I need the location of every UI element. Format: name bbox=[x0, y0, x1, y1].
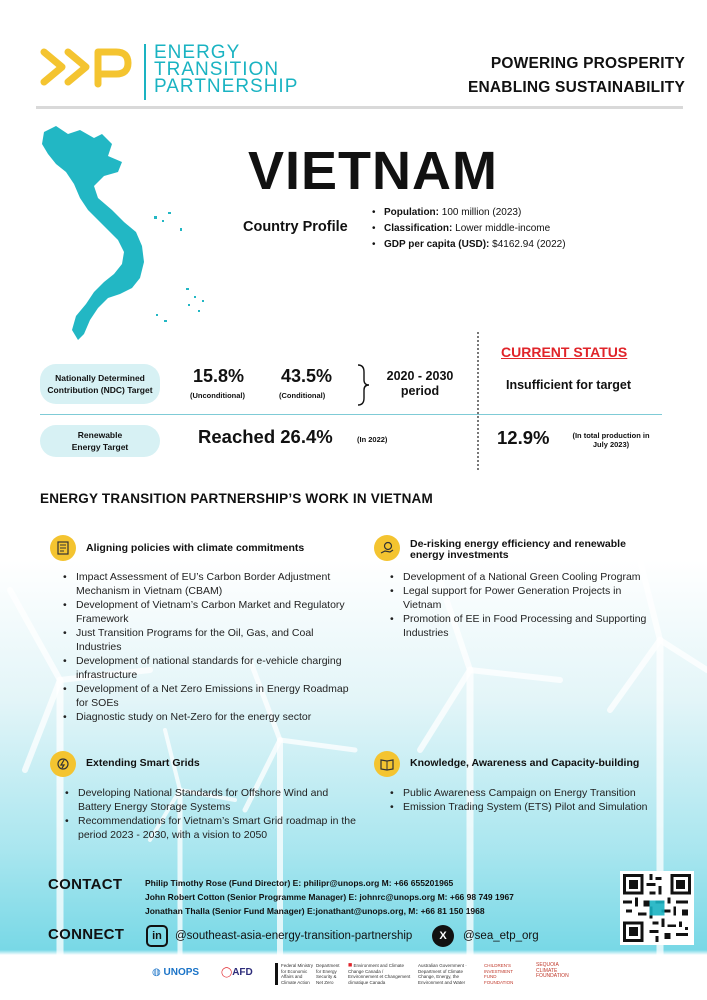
work-block-list bbox=[387, 570, 657, 640]
list-item: • Development of a National Green Cooling Program bbox=[387, 570, 657, 584]
afd-ring-icon: ◯ bbox=[221, 967, 233, 978]
canada-text: Environment and Climate Change Canada / Environnement et Changement climatique Canada bbox=[348, 963, 411, 985]
header-rule bbox=[36, 106, 683, 109]
x-handle[interactable]: @sea_etp_org bbox=[463, 930, 539, 942]
vietnam-map bbox=[38, 124, 228, 344]
list-item: • Development of Vietnam’s Carbon Market and Regulatory Framework bbox=[60, 598, 360, 626]
fact-key: GDP per capita (USD): bbox=[384, 239, 490, 250]
tagline-line: ENABLING SUSTAINABILITY bbox=[467, 79, 685, 96]
fact-key: Classification: bbox=[384, 223, 453, 234]
ndc-unconditional-value: 15.8% bbox=[193, 366, 245, 386]
investment-hand-icon bbox=[374, 535, 400, 561]
list-item: • Impact Assessment of EU’s Carbon Border Adjustment Mechanism in Vietnam (CBAM) bbox=[60, 570, 360, 598]
country-title: VIETNAM bbox=[248, 141, 498, 201]
work-block-heading: De-risking energy efficiency and renewable energy investments bbox=[410, 538, 626, 561]
brace-icon bbox=[356, 364, 370, 406]
contact-label: CONTACT bbox=[48, 876, 123, 893]
list-item: • Development of a Net Zero Emissions in Energy Roadmap for SOEs bbox=[60, 682, 360, 710]
sequoia-logo: SEQUOIA CLIMATE FOUNDATION bbox=[536, 962, 569, 979]
fact-value: 100 million (2023) bbox=[441, 207, 522, 218]
re-label-line: Renewable bbox=[77, 430, 123, 440]
ndc-target-label: Nationally Determined Contribution (NDC) Target bbox=[40, 364, 160, 404]
etp-logo-mark bbox=[40, 44, 132, 90]
smart-grid-icon bbox=[50, 751, 76, 777]
afd-text: AFD bbox=[232, 967, 253, 978]
period-line: period bbox=[400, 384, 440, 398]
list-item: • Emission Trading System (ETS) Pilot and Simulation bbox=[387, 800, 677, 814]
policy-document-icon bbox=[50, 535, 76, 561]
fact-item bbox=[372, 237, 566, 253]
contact-line[interactable]: Jonathan Thalla (Senior Fund Manager) E:jonathant@unops.org, M: +66 81 150 1968 bbox=[145, 906, 485, 916]
re-reached-value: Reached 26.4% bbox=[198, 426, 333, 447]
list-item: • Legal support for Power Generation Projects in Vietnam bbox=[387, 584, 657, 612]
list-item: • Developing National Standards for Offshore Wind and Battery Energy Storage Systems bbox=[62, 786, 362, 814]
contact-line[interactable]: Philip Timothy Rose (Fund Director) E: philipr@unops.org M: +66 655201965 bbox=[145, 878, 454, 888]
list-item: • Just Transition Programs for the Oil, Gas, and Coal Industries bbox=[60, 626, 360, 654]
ndc-conditional-value: 43.5% bbox=[281, 366, 333, 386]
linkedin-handle[interactable]: @southeast-asia-energy-transition-partnership bbox=[175, 930, 413, 942]
logo-line: TRANSITION bbox=[154, 59, 280, 80]
ndc-conditional-note: (Conditional) bbox=[279, 391, 326, 400]
fact-value: $4162.94 (2022) bbox=[492, 239, 566, 250]
work-block-heading: Aligning policies with climate commitments bbox=[86, 542, 305, 554]
list-item: • Promotion of EE in Food Processing and Supporting Industries bbox=[387, 612, 657, 640]
work-section-title: ENERGY TRANSITION PARTNERSHIP’S WORK IN VIETNAM bbox=[40, 491, 433, 506]
logo-line: ENERGY bbox=[154, 42, 241, 63]
re-label-line: Energy Target bbox=[71, 442, 129, 452]
contact-lines bbox=[145, 876, 514, 918]
afd-logo bbox=[221, 967, 253, 978]
unops-logo: ◍ UNOPS bbox=[152, 967, 200, 978]
fact-key: Population: bbox=[384, 207, 439, 218]
linkedin-icon[interactable]: in bbox=[146, 925, 168, 947]
logo-line: PARTNERSHIP bbox=[154, 76, 299, 97]
work-block-heading: Knowledge, Awareness and Capacity-building bbox=[410, 757, 640, 769]
period-line: 2020 - 2030 bbox=[386, 369, 454, 383]
partner-logos bbox=[0, 955, 707, 1000]
header bbox=[0, 0, 707, 110]
qr-code[interactable] bbox=[620, 871, 694, 945]
renewable-energy-target-label bbox=[40, 425, 160, 457]
current-status-heading: CURRENT STATUS bbox=[501, 344, 628, 360]
work-block-heading: Extending Smart Grids bbox=[86, 757, 200, 769]
ndc-unconditional-note: (Unconditional) bbox=[190, 391, 245, 400]
logo-divider bbox=[144, 44, 146, 100]
maple-leaf-icon: ■ bbox=[348, 962, 353, 969]
work-block-list bbox=[62, 786, 362, 842]
status-divider bbox=[477, 332, 479, 470]
work-block-list bbox=[387, 786, 677, 814]
list-item: • Diagnostic study on Net-Zero for the energy sector bbox=[60, 710, 360, 724]
status-row-rule bbox=[40, 414, 662, 415]
re-current-note: (In total production in July 2023) bbox=[572, 431, 650, 449]
list-item: • Recommendations for Vietnam’s Smart Grid roadmap in the period 2023 - 2030, with a vision to 2050 bbox=[62, 814, 362, 842]
uk-desnz-logo: Department for Energy Security & Net Zero bbox=[316, 963, 340, 985]
fact-item bbox=[372, 205, 566, 221]
re-reached-note: (In 2022) bbox=[357, 435, 388, 444]
country-profile-label: Country Profile bbox=[243, 219, 348, 235]
country-facts bbox=[372, 205, 566, 253]
unops-text: UNOPS bbox=[163, 967, 200, 978]
tagline-line: POWERING PROSPERITY bbox=[490, 55, 685, 72]
list-item: • Development of national standards for e-vehicle charging infrastructure bbox=[60, 654, 360, 682]
ndc-period bbox=[384, 369, 456, 399]
re-current-value: 12.9% bbox=[497, 427, 550, 448]
knowledge-book-icon bbox=[374, 751, 400, 777]
ciff-logo: CHILDREN’S INVESTMENT FUND FOUNDATION bbox=[484, 963, 514, 985]
fact-item bbox=[372, 221, 566, 237]
german-ministry-logo: Federal Ministry for Economic Affairs and Climate Action bbox=[275, 963, 315, 985]
etp-logo-text bbox=[154, 44, 298, 95]
x-twitter-icon[interactable]: X bbox=[432, 925, 454, 947]
australia-dcceew-logo: Australian Government · Department of Climate Change, Energy, the Environment and Water bbox=[418, 963, 467, 985]
fact-value: Lower middle-income bbox=[455, 223, 551, 234]
work-block-list bbox=[60, 570, 360, 724]
tagline bbox=[468, 52, 685, 100]
list-item: • Public Awareness Campaign on Energy Transition bbox=[387, 786, 677, 800]
canada-eccc-logo bbox=[348, 963, 412, 985]
current-status-text: Insufficient for target bbox=[506, 378, 632, 392]
connect-label: CONNECT bbox=[48, 926, 125, 943]
contact-line[interactable]: John Robert Cotton (Senior Programme Manager) E: johnrc@unops.org M: +66 98 749 1967 bbox=[145, 892, 514, 902]
